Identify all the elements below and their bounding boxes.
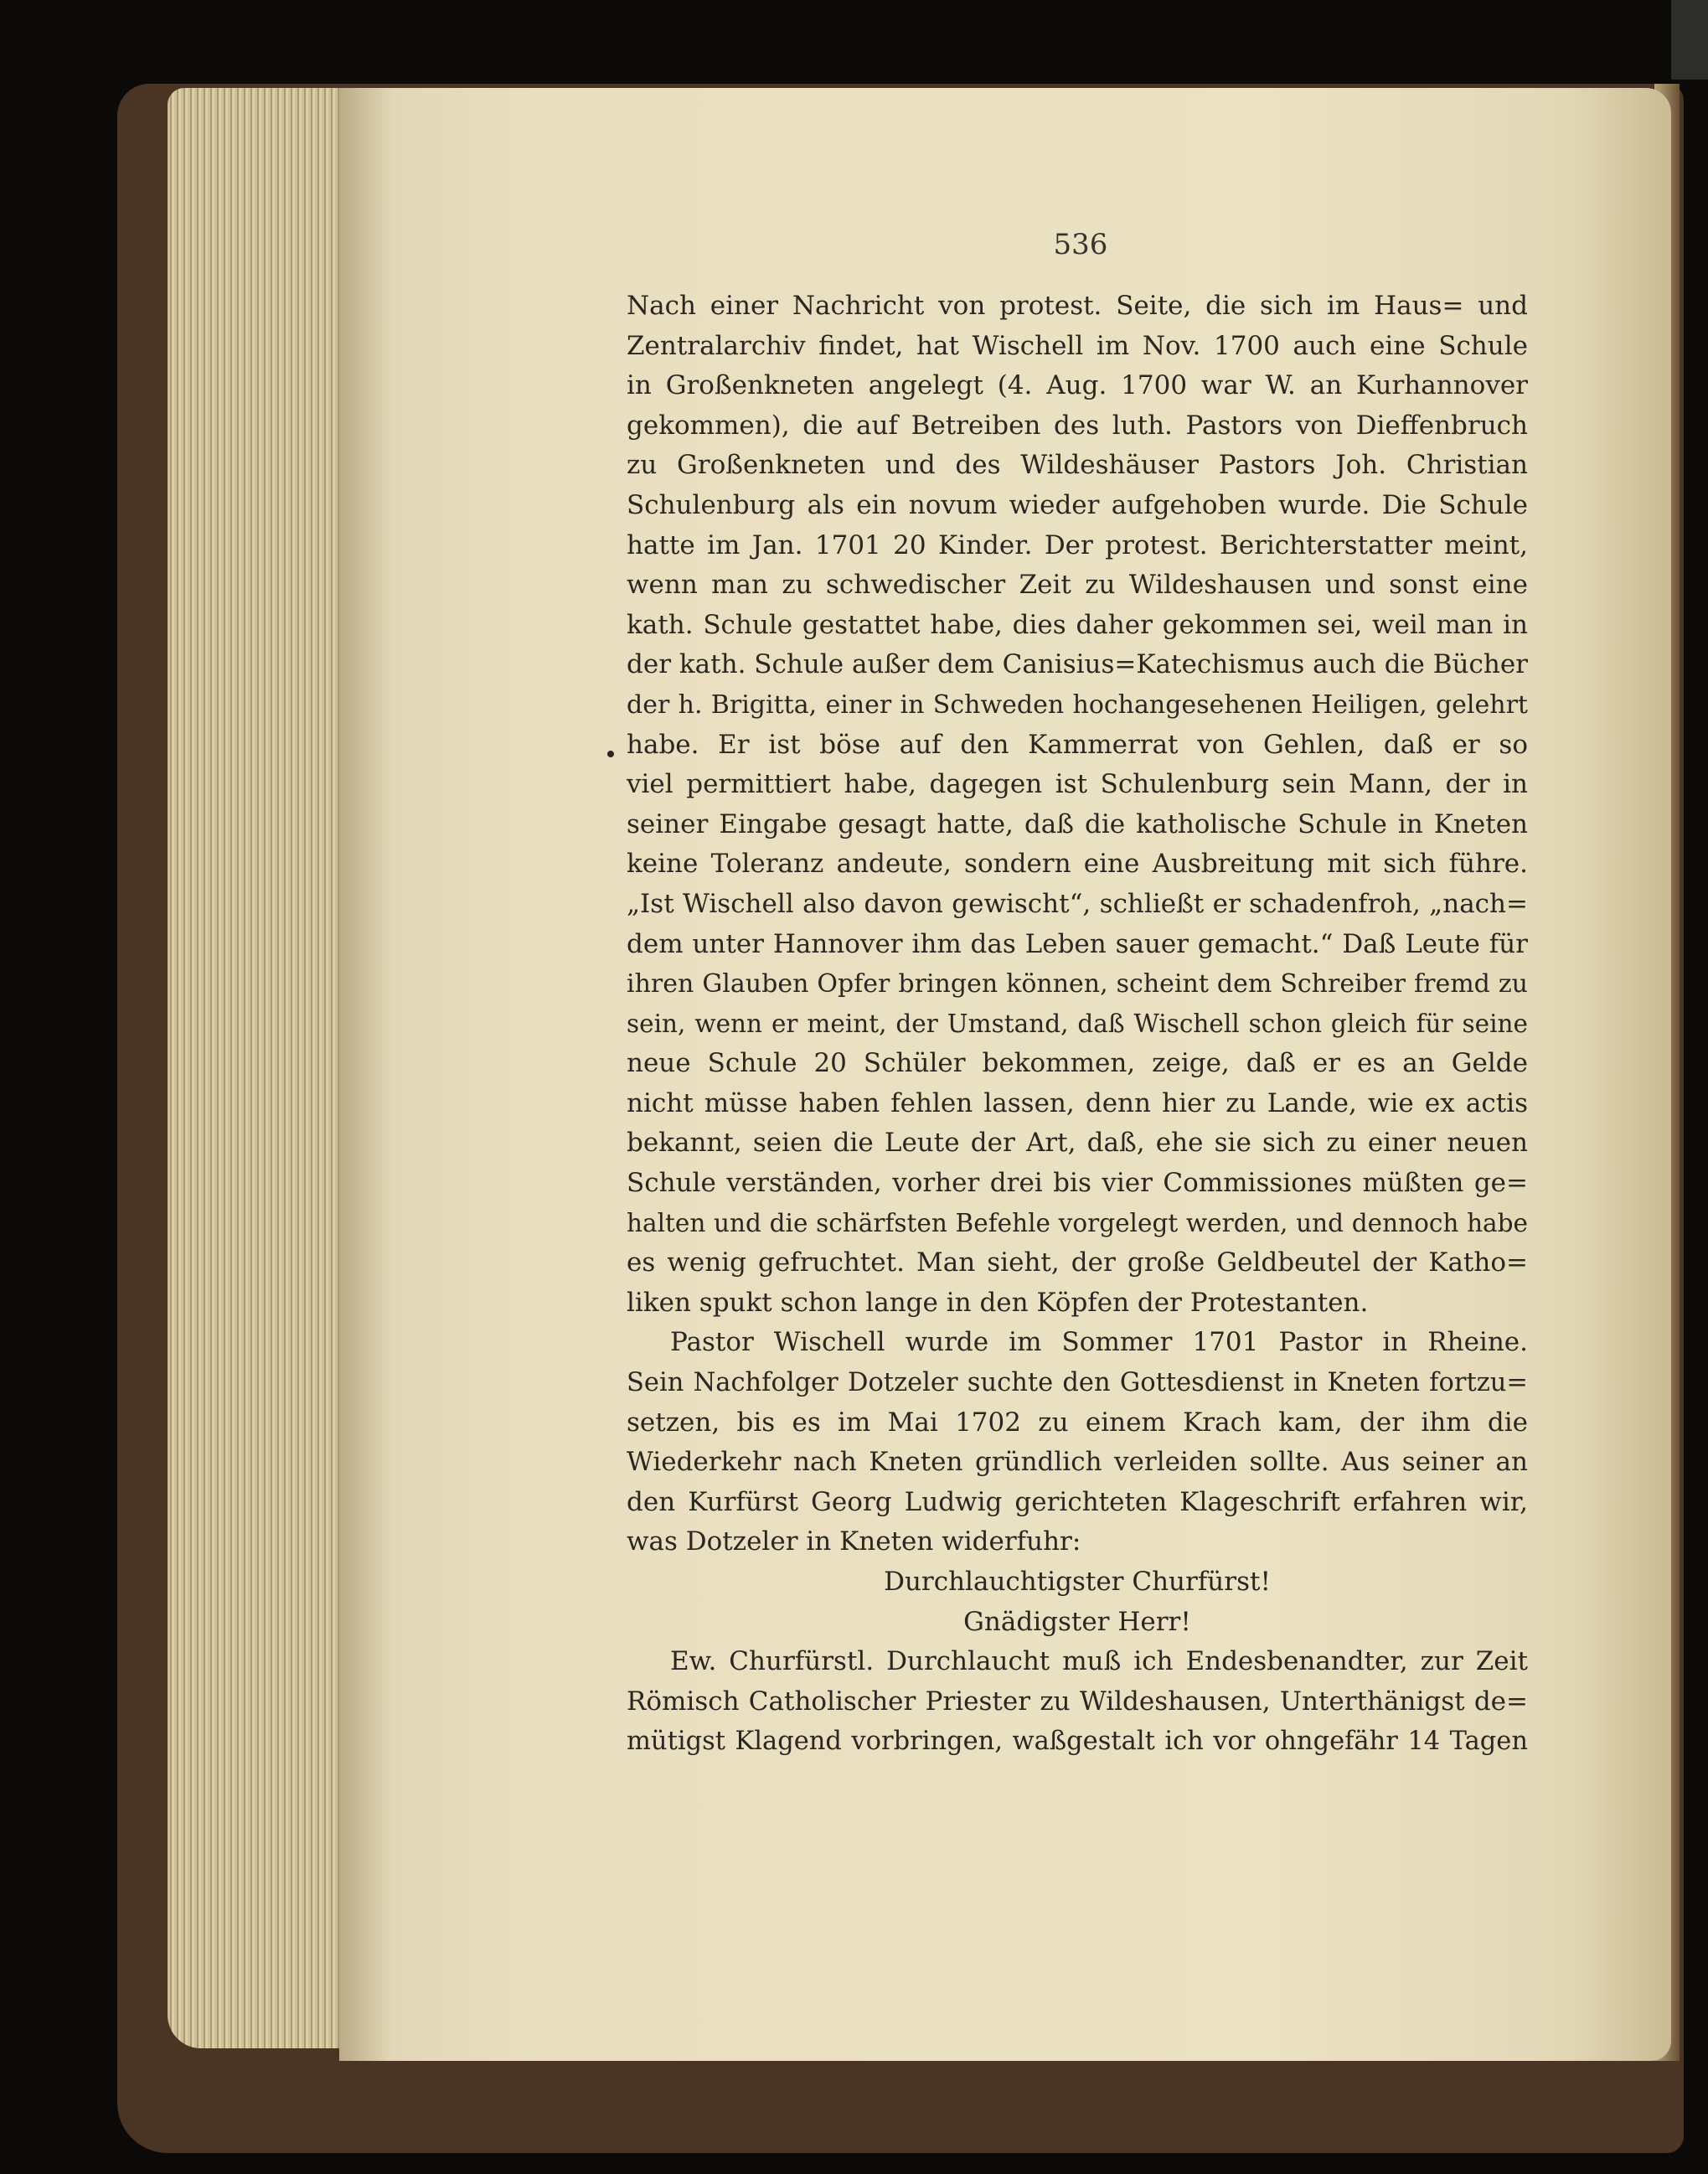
text-line: liken spukt schon lange in den Köpfen der Protestanten. xyxy=(627,1287,1369,1318)
text-line: habe. Er ist böse auf den Kammerrat von Gehlen, daß er so xyxy=(627,729,1528,760)
text-line: Nach einer Nachricht von protest. Seite, die sich im Haus= und xyxy=(627,291,1528,321)
text-line: gekommen), die auf Betreiben des luth. Pastors von Dieffenbruch xyxy=(627,410,1528,441)
text-lines xyxy=(627,287,1528,1762)
text-line: in Großenkneten angelegt (4. Aug. 1700 war W. an Kurhannover xyxy=(627,370,1528,401)
text-line: setzen, bis es im Mai 1702 zu einem Krach kam, der ihm die xyxy=(627,1407,1528,1438)
text-line: es wenig gefruchtet. Man sieht, der große Geldbeutel der Katho= xyxy=(627,1247,1528,1278)
text-line: seiner Eingabe gesagt hatte, daß die katholische Schule in Kneten xyxy=(627,808,1528,839)
text-line: Zentralarchiv findet, hat Wischell im Nov. 1700 auch eine Schule xyxy=(627,330,1528,361)
text-line: Sein Nachfolger Dotzeler suchte den Gottesdienst in Kneten fortzu= xyxy=(627,1368,1528,1398)
text-line: Schule verständen, vorher drei bis vier Commissiones müßten ge= xyxy=(627,1168,1528,1199)
text-line: der h. Brigitta, einer in Schweden hochangesehenen Heiligen, gelehrt xyxy=(627,689,1528,720)
text-line: mütigst Klagend vorbringen, waßgestalt ich vor ohngefähr 14 Tagen xyxy=(627,1727,1528,1757)
text-line: keine Toleranz andeute, sondern eine Ausbreitung mit sich führe. xyxy=(627,849,1528,880)
text-line: hatte im Jan. 1701 20 Kinder. Der protest. Berichterstatter meint, xyxy=(627,529,1528,560)
text-line: dem unter Hannover ihm das Leben sauer gemacht.“ Daß Leute für xyxy=(627,928,1528,959)
text-line: viel permittiert habe, dagegen ist Schulenburg sein Mann, der in xyxy=(627,769,1528,800)
text-line: Schulenburg als ein novum wieder aufgehoben wurde. Die Schule xyxy=(627,489,1528,520)
text-line: kath. Schule gestattet habe, dies daher gekommen sei, weil man in xyxy=(627,609,1528,640)
text-line: Pastor Wischell wurde im Sommer 1701 Pastor in Rheine. xyxy=(670,1327,1528,1358)
text-line: Durchlauchtigster Churfürst! xyxy=(884,1567,1271,1597)
page-number: 536 xyxy=(1053,228,1108,261)
text-line: Ew. Churfürstl. Durchlaucht muß ich Endesbenandter, zur Zeit xyxy=(670,1646,1528,1677)
text-line: Wiederkehr nach Kneten gründlich verleiden sollte. Aus seiner an xyxy=(627,1447,1528,1478)
text-line: ihren Glauben Opfer bringen können, scheint dem Schreiber fremd zu xyxy=(627,969,1528,999)
text-line: Römisch Catholischer Priester zu Wildeshausen, Unterthänigst de= xyxy=(627,1686,1528,1717)
text-line: zu Großenkneten und des Wildeshäuser Pastors Joh. Christian xyxy=(627,450,1528,481)
margin-mark xyxy=(607,751,614,757)
text-line: wenn man zu schwedischer Zeit zu Wildeshausen und sonst eine xyxy=(627,570,1528,601)
text-line: den Kurfürst Georg Ludwig gerichteten Klageschrift erfahren wir, xyxy=(627,1486,1528,1517)
text-line: der kath. Schule außer dem Canisius=Katechismus auch die Bücher xyxy=(627,649,1528,680)
page-edges xyxy=(168,88,348,2048)
text-line: „Ist Wischell also davon gewischt“, schließt er schadenfroh, „nach= xyxy=(627,888,1528,919)
text-line: nicht müsse haben fehlen lassen, denn hier zu Lande, wie ex actis xyxy=(627,1087,1528,1118)
text-line: bekannt, seien die Leute der Art, daß, ehe sie sich zu einer neuen xyxy=(627,1128,1528,1159)
text-line: Gnädigster Herr! xyxy=(963,1606,1191,1637)
text-line: sein, wenn er meint, der Umstand, daß Wischell schon gleich für seine xyxy=(627,1009,1528,1038)
text-line: neue Schule 20 Schüler bekommen, zeige, daß er es an Gelde xyxy=(627,1048,1528,1079)
text-line: was Dotzeler in Kneten widerfuhr: xyxy=(627,1526,1081,1557)
corner-tab xyxy=(1671,0,1708,80)
text-line: halten und die schärfsten Befehle vorgelegt werden, und dennoch habe xyxy=(627,1208,1528,1237)
